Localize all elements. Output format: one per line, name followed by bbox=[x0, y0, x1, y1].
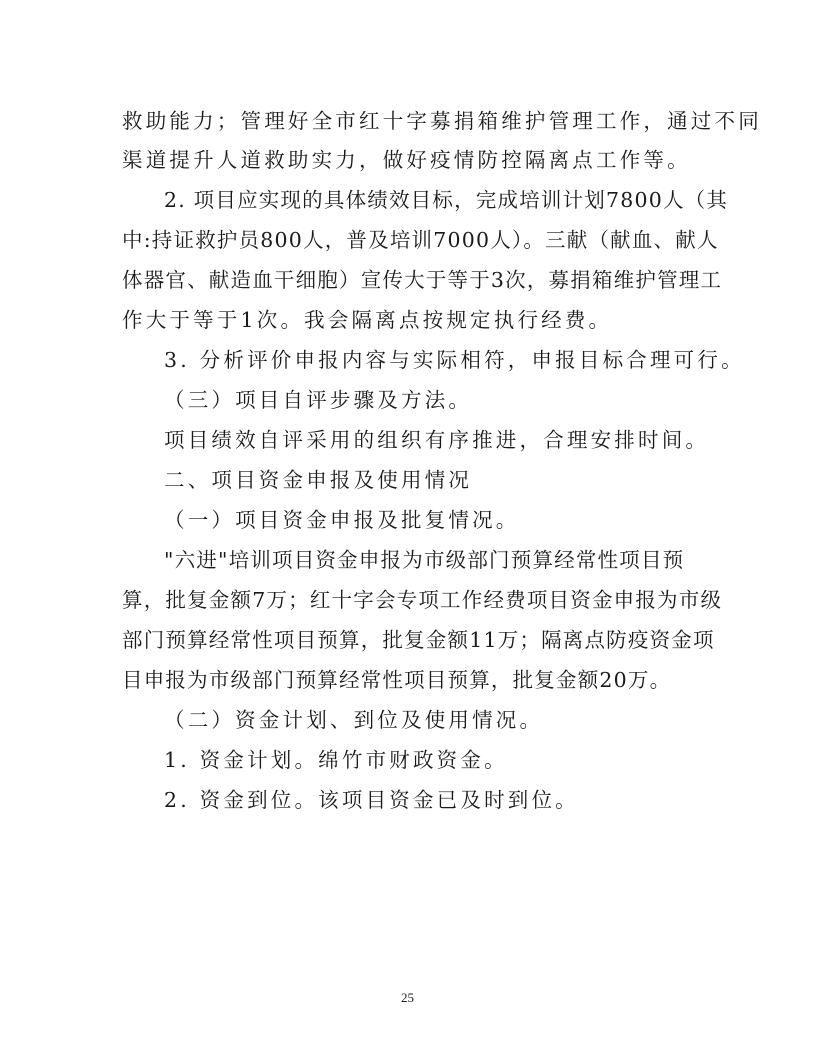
paragraph-line: 1. 资金计划。绵竹市财政资金。 bbox=[164, 748, 508, 772]
paragraph-line: 中:持证救护员800人，普及培训7000人）。三献（献血、献人 bbox=[122, 228, 719, 252]
paragraph-line: 目申报为市级部门预算经常性项目预算，批复金额20万。 bbox=[122, 668, 672, 692]
section-heading: （三）项目自评步骤及方法。 bbox=[164, 388, 473, 412]
paragraph-line: 作大于等于1次。我会隔离点按规定执行经费。 bbox=[122, 308, 613, 332]
paragraph-line: 体器官、献造血干细胞）宣传大于等于3次，募捐箱维护管理工 bbox=[122, 268, 723, 292]
paragraph-line: "六进"培训项目资金申报为市级部门预算经常性项目预 bbox=[164, 548, 685, 572]
paragraph-line: 项目绩效自评采用的组织有序推进，合理安排时间。 bbox=[164, 428, 710, 452]
paragraph-line: 渠道提升人道救助实力，做好疫情防控隔离点工作等。 bbox=[122, 148, 691, 172]
section-heading: （一）项目资金申报及批复情况。 bbox=[164, 508, 520, 532]
paragraph-line: 2. 资金到位。该项目资金已及时到位。 bbox=[164, 788, 579, 812]
paragraph-line: 救助能力；管理好全市红十字募捐箱维护管理工作，通过不同 bbox=[122, 109, 762, 133]
section-heading: 二、项目资金申报及使用情况 bbox=[164, 468, 473, 492]
paragraph-line: 算，批复金额7万；红十字会专项工作经费项目资金申报为市级 bbox=[122, 588, 723, 612]
paragraph-line: 部门预算经常性项目预算，批复金额11万；隔离点防疫资金项 bbox=[122, 628, 715, 652]
section-heading: （二）资金计划、到位及使用情况。 bbox=[164, 708, 544, 732]
paragraph-line: 2. 项目应实现的具体绩效目标，完成培训计划7800人（其 bbox=[164, 188, 729, 212]
paragraph-line: 3. 分析评价申报内容与实际相符，申报目标合理可行。 bbox=[164, 348, 745, 372]
page-number: 25 bbox=[401, 990, 414, 1005]
